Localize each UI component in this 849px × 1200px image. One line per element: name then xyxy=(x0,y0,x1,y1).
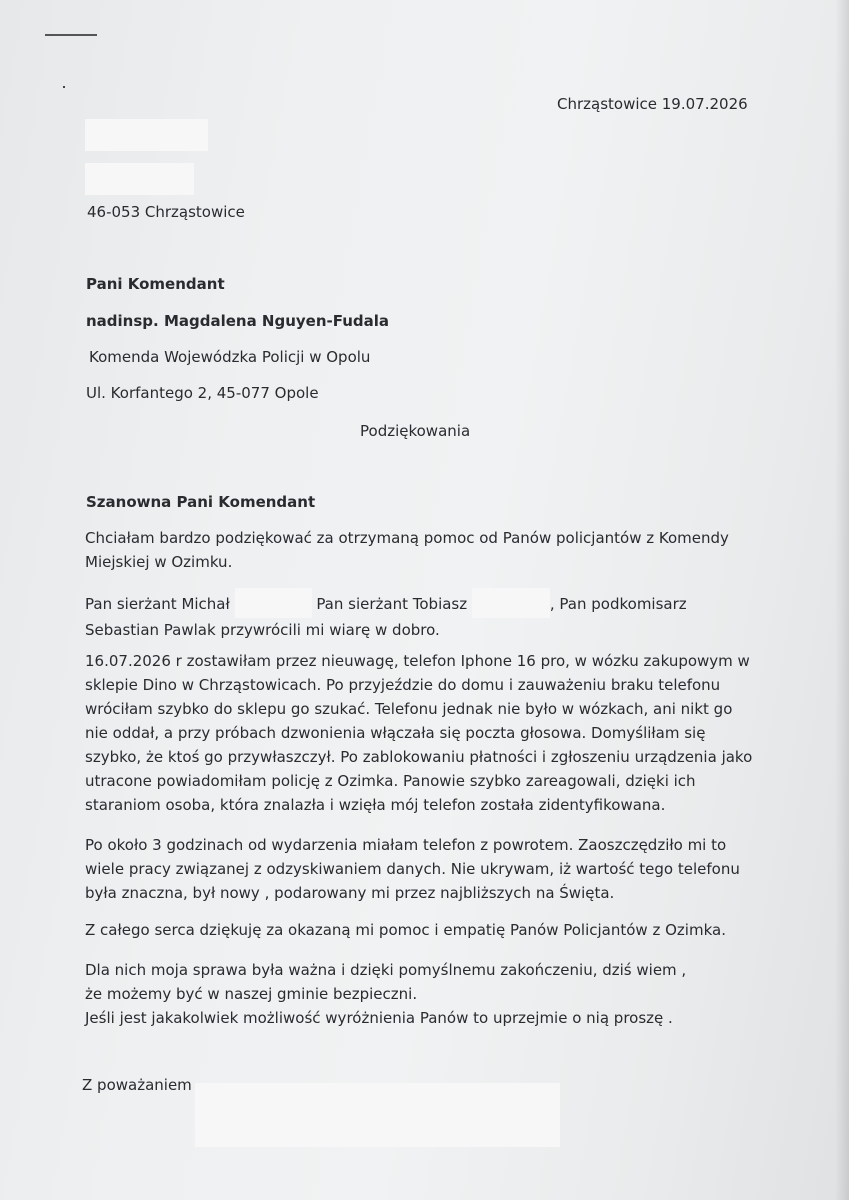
sender-postal-line: 46-053 Chrząstowice xyxy=(87,203,245,221)
salutation: Szanowna Pani Komendant xyxy=(86,493,316,511)
paragraph-6-line: że możemy być w naszej gminie bezpieczni. xyxy=(85,985,418,1003)
redacted-officer-1-surname xyxy=(235,588,312,618)
paragraph-6-line: Jeśli jest jakakolwiek możliwość wyróżnienia Panów to uprzejmie o nią proszę . xyxy=(85,1009,673,1027)
recipient-name: nadinsp. Magdalena Nguyen-Fudala xyxy=(86,312,390,330)
paragraph-2-line: Sebastian Pawlak przywrócili mi wiarę w dobro. xyxy=(85,621,440,639)
paragraph-3-line: utracone powiadomiłam policję z Ozimka. Panowie szybko zareagowali, dzięki ich xyxy=(85,772,696,790)
paragraph-3-line: szybko, że ktoś go przywłaszczył. Po zablokowaniu płatności i zgłoszeniu urządzenia jako xyxy=(85,748,753,766)
subject-line: Podziękowania xyxy=(360,422,471,440)
paragraph-3-line: wróciłam szybko do sklepu go szukać. Telefonu jednak nie było w wózkach, ani nikt go xyxy=(85,700,733,718)
paragraph-1 xyxy=(85,526,765,574)
paragraph-4-line: była znaczna, był nowy , podarowany mi przez najbliższych na Święta. xyxy=(85,884,615,902)
officer-2-text: Pan sierżant Tobiasz xyxy=(316,595,472,613)
ink-dot xyxy=(63,86,65,88)
date-line: Chrząstowice 19.07.2026 xyxy=(557,95,748,113)
paragraph-6-line: Dla nich moja sprawa była ważna i dzięki pomyślnemu zakończeniu, dziś wiem , xyxy=(85,961,687,979)
pen-mark xyxy=(45,34,97,36)
paragraph-3-line: sklepie Dino w Chrząstowicach. Po przyjeździe do domu i zauważeniu braku telefonu xyxy=(85,676,721,694)
closing: Z poważaniem xyxy=(82,1076,192,1094)
paragraph-4-line: wiele pracy związanej z odzyskiwaniem danych. Nie ukrywam, iż wartość tego telefonu xyxy=(85,860,740,878)
redacted-officer-2-surname xyxy=(472,588,550,618)
officer-1-text: Pan sierżant Michał xyxy=(85,595,235,613)
paragraph-5 xyxy=(85,918,765,942)
paragraph-6 xyxy=(85,958,765,1030)
recipient-institution: Komenda Wojewódzka Policji w Opolu xyxy=(89,348,371,366)
officer-3-text: , Pan podkomisarz xyxy=(549,595,687,613)
paragraph-4 xyxy=(85,833,765,905)
redacted-sender-street xyxy=(85,163,194,195)
paragraph-2 xyxy=(85,588,765,642)
paragraph-3-line: staraniom osoba, która znalazła i wzięła mój telefon została zidentyfikowana. xyxy=(85,796,666,814)
paragraph-3 xyxy=(85,649,765,817)
paragraph-3-line: 16.07.2026 r zostawiłam przez nieuwagę, telefon Iphone 16 pro, w wózku zakupowym w xyxy=(85,652,750,670)
redacted-sender-name xyxy=(85,119,208,151)
paragraph-1-line: Miejskiej w Ozimku. xyxy=(85,553,233,571)
paragraph-4-line: Po około 3 godzinach od wydarzenia miałam telefon z powrotem. Zaoszczędziło mi to xyxy=(85,836,727,854)
redacted-signature xyxy=(195,1083,560,1147)
paragraph-3-line: nie oddał, a przy próbach dzwonienia włączała się poczta głosowa. Domyśliłam się xyxy=(85,724,706,742)
recipient-title: Pani Komendant xyxy=(86,275,225,293)
paragraph-2-line xyxy=(85,588,765,618)
paragraph-1-line: Chciałam bardzo podziękować za otrzymaną pomoc od Panów policjantów z Komendy xyxy=(85,529,729,547)
paragraph-5-line: Z całego serca dziękuję za okazaną mi pomoc i empatię Panów Policjantów z Ozimka. xyxy=(85,921,726,939)
recipient-address: Ul. Korfantego 2, 45-077 Opole xyxy=(86,384,319,402)
